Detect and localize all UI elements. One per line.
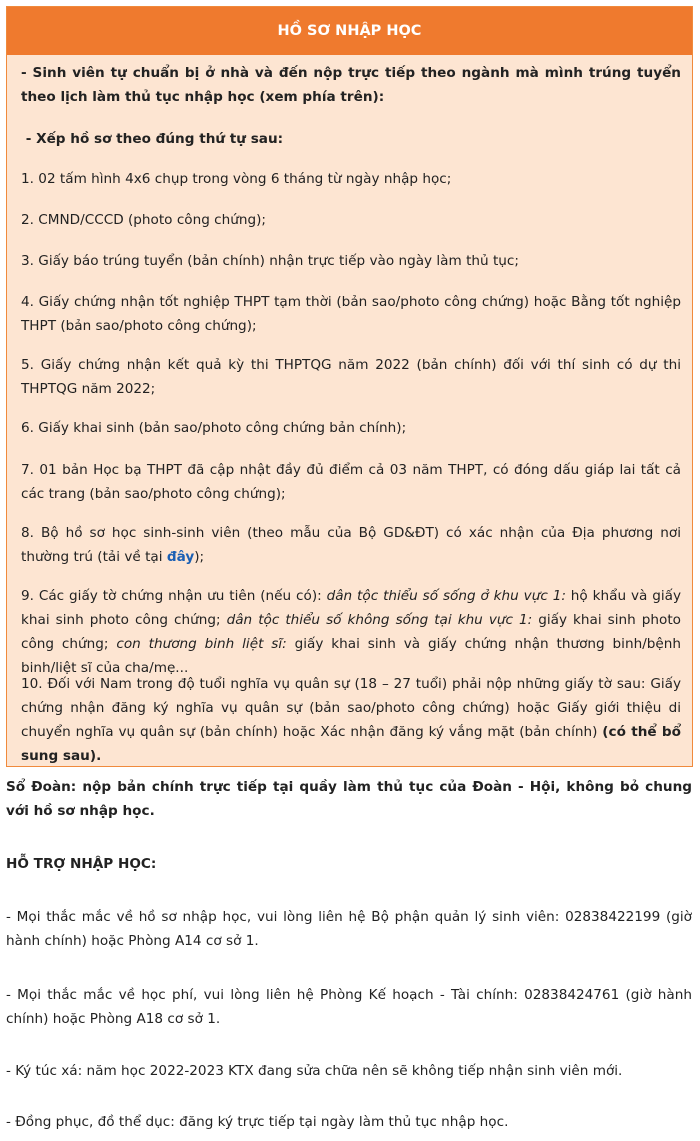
order-heading: - Xếp hồ sơ theo đúng thứ tự sau: <box>21 131 284 147</box>
list-item: 5. Giấy chứng nhận kết quả kỳ thi THPTQG năm 2022 (bản chính) đối với thí sinh có dự thi THPTQG năm 2022; <box>21 357 681 397</box>
list-item: 1. 02 tấm hình 4x6 chụp trong vòng 6 tháng từ ngày nhập học; <box>21 171 452 187</box>
box-title: HỒ SƠ NHẬP HỌC <box>7 7 692 55</box>
item9-category: dân tộc thiểu số không sống tại khu vực 1: <box>226 612 533 628</box>
list-item: 4. Giấy chứng nhận tốt nghiệp THPT tạm thời (bản sao/photo công chứng) hoặc Bằng tốt nghiệp THPT (bản sao/photo công chứng); <box>21 294 681 334</box>
item8-text: 8. Bộ hồ sơ học sinh-sinh viên (theo mẫu của Bộ GD&ĐT) có xác nhận của Địa phương nơi thường trú (tải về tại <box>21 525 681 565</box>
item9-category: dân tộc thiểu số sống ở khu vực 1: <box>326 588 566 604</box>
item9-text: giấy khai sinh photo công chứng; <box>21 612 681 652</box>
list-item <box>21 584 681 680</box>
item9-text: hộ khẩu và giấy khai sinh photo công chứng; <box>21 588 681 628</box>
list-item: 6. Giấy khai sinh (bản sao/photo công chứng bản chính); <box>21 420 407 436</box>
item9-text: giấy khai sinh và giấy chứng nhận thương binh/bệnh binh/liệt sĩ của cha/mẹ... <box>21 636 681 676</box>
list-item <box>21 672 681 768</box>
support-line: - Mọi thắc mắc về hồ sơ nhập học, vui lòng liên hệ Bộ phận quản lý sinh viên: 02838422199 (giờ hành chính) hoặc Phòng A14 cơ sở 1. <box>6 909 692 949</box>
item9-text: 9. Các giấy tờ chứng nhận ưu tiên (nếu có): <box>21 588 327 604</box>
item10-note: (có thể bổ sung sau). <box>21 724 681 764</box>
intro-text: - Sinh viên tự chuẩn bị ở nhà và đến nộp trực tiếp theo ngành mà mình trúng tuyển theo lịch làm thủ tục nhập học (xem phía trên): <box>21 65 681 105</box>
support-line: - Mọi thắc mắc về học phí, vui lòng liên hệ Phòng Kế hoạch - Tài chính: 02838424761 (giờ hành chính) hoặc Phòng A18 cơ sở 1. <box>6 987 692 1027</box>
download-link[interactable]: đây <box>166 549 195 565</box>
item9-category: con thương binh liệt sĩ: <box>116 636 287 652</box>
list-item: 2. CMND/CCCD (photo công chứng); <box>21 212 267 228</box>
list-item: 3. Giấy báo trúng tuyển (bản chính) nhận trực tiếp vào ngày làm thủ tục; <box>21 253 519 269</box>
admission-documents-box <box>6 6 693 767</box>
list-item: 7. 01 bản Học bạ THPT đã cập nhật đầy đủ điểm cả 03 năm THPT, có đóng dấu giáp lai tất cả các trang (bản sao/photo công chứng); <box>21 462 681 502</box>
support-heading: HỖ TRỢ NHẬP HỌC: <box>6 856 157 872</box>
so-doan-note: Sổ Đoàn: nộp bản chính trực tiếp tại quầy làm thủ tục của Đoàn - Hội, không bỏ chung với hồ sơ nhập học. <box>6 779 692 819</box>
support-line: - Đồng phục, đồ thể dục: đăng ký trực tiếp tại ngày làm thủ tục nhập học. <box>6 1114 509 1130</box>
item8-end: ); <box>194 549 205 565</box>
item10-text: 10. Đối với Nam trong độ tuổi nghĩa vụ quân sự (18 – 27 tuổi) phải nộp những giấy tờ sau: Giấy chứng nhận đăng ký nghĩa vụ quân sự (bản sao/photo công chứng) hoặc Giấy giới thiệu di chuyển nghĩa vụ quân sự (bản chính) hoặc Xác nhận đăng ký vắng mặt (bản chính) <box>21 676 681 740</box>
list-item <box>21 521 681 569</box>
support-line: - Ký túc xá: năm học 2022-2023 KTX đang sửa chữa nên sẽ không tiếp nhận sinh viên mới. <box>6 1063 623 1079</box>
